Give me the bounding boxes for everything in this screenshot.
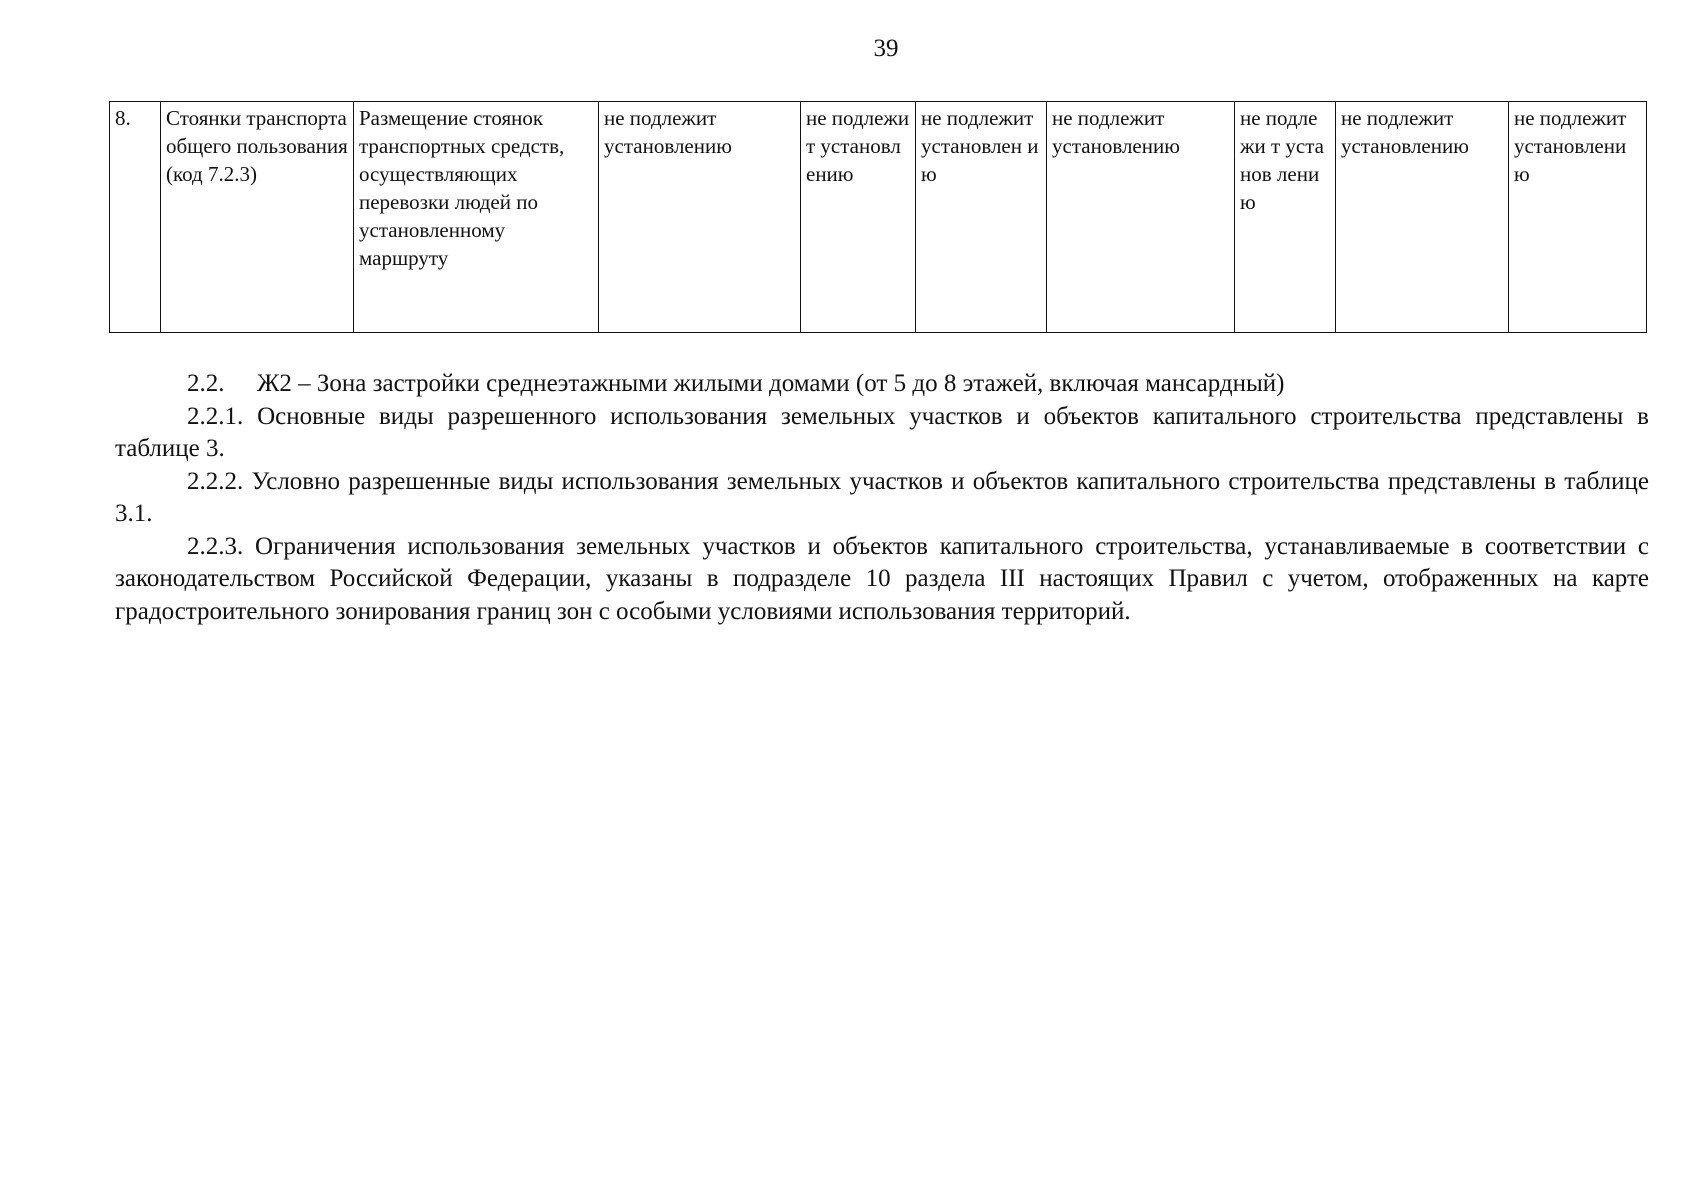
- section-heading-text: Ж2 – Зона застройки среднеэтажными жилыми домами (от 5 до 8 этажей, включая мансардный): [257, 370, 1285, 397]
- cell-parameter-7: не подлежит установлению: [1047, 102, 1235, 333]
- table-row: [110, 102, 1647, 333]
- paragraph-2-2-3: 2.2.3. Ограничения использования земельных участков и объектов капитального строительства, устанавливаемые в соответствии с законодательством Российской Федерации, указаны в подразделе 10 раздела III настоящих Правил с учетом, отображенных на карте градостроительного зонирования границ зон с особыми условиями использования территорий.: [115, 532, 1649, 625]
- cell-parameter-10: не подлежит установлени ю: [1509, 102, 1647, 333]
- cell-parameter-5: не подлежит установл ению: [801, 102, 916, 333]
- cell-use-type: Стоянки транспорта общего пользования (код 7.2.3): [161, 102, 354, 333]
- cell-parameter-9: не подлежит установлению: [1336, 102, 1509, 333]
- paragraph-2-2-2: 2.2.2. Условно разрешенные виды использования земельных участков и объектов капитального строительства представлены в таблице 3.1.: [115, 467, 1649, 527]
- page-number: 39: [873, 35, 899, 62]
- section-heading: [115, 368, 1649, 401]
- cell-parameter-8: не подлежи т установ лению: [1235, 102, 1336, 333]
- section-text: [115, 368, 1649, 628]
- section-heading-number: 2.2.: [187, 370, 225, 397]
- cell-parameter-4: не подлежит установлению: [599, 102, 801, 333]
- cell-use-description: Размещение стоянок транспортных средств, осуществляющих перевозки людей по установленному маршруту: [354, 102, 599, 333]
- land-use-table: [109, 101, 1647, 333]
- paragraph-2-2-1: 2.2.1. Основные виды разрешенного использования земельных участков и объектов капитального строительства представлены в таблице 3.: [115, 402, 1649, 462]
- cell-parameter-6: не подлежит установлен ию: [916, 102, 1047, 333]
- cell-row-number: 8.: [110, 102, 161, 333]
